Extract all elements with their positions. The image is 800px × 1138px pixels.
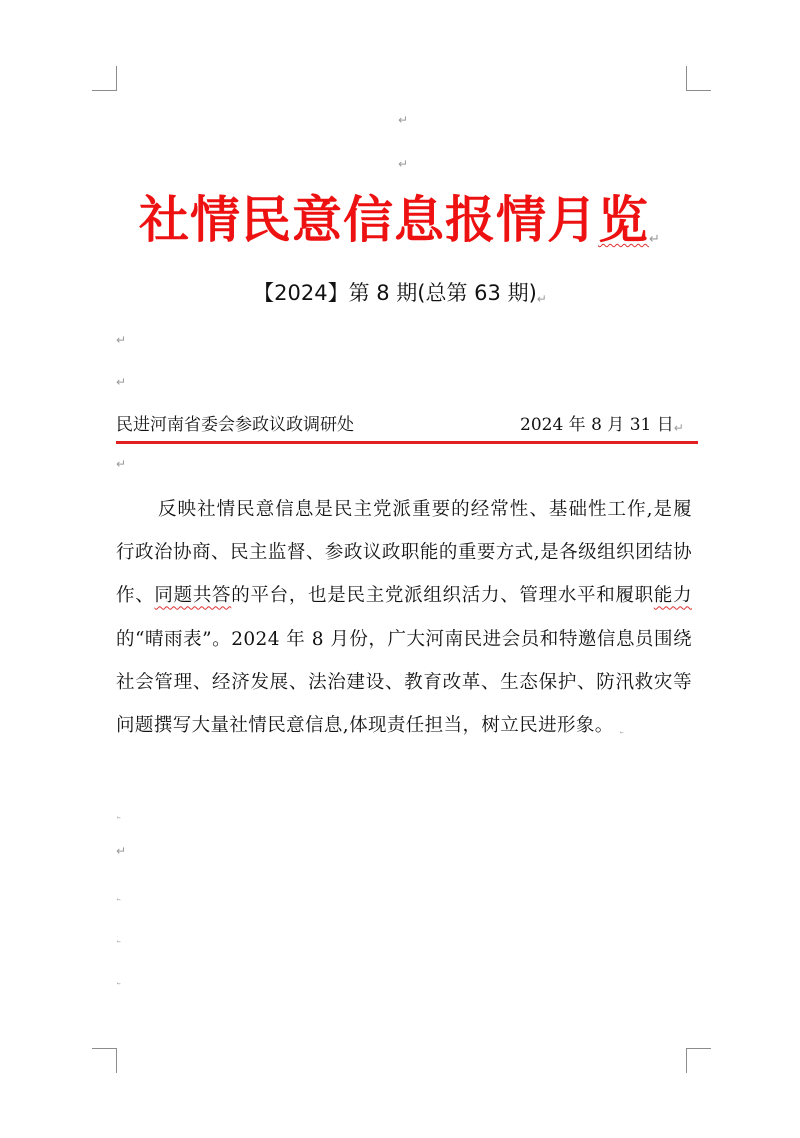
small-paragraph-mark-icon: ˾ xyxy=(117,809,121,819)
red-divider-line xyxy=(116,441,698,444)
crop-mark-bottom-right xyxy=(686,1048,711,1073)
issuer-line[interactable] xyxy=(116,410,698,440)
paragraph-mark-icon: ↵ xyxy=(398,157,409,171)
paragraph-mark-icon: ↵ xyxy=(536,292,547,306)
paragraph-mark-icon: ↵ xyxy=(116,333,127,347)
paragraph-mark-icon: ↵ xyxy=(116,844,127,858)
spellcheck-underline-text: 能力 xyxy=(653,585,692,607)
body-text-part: 的“晴雨表”。2024 年 8 月份，广大河南民进会员和特邀信息员围绕社会管理、经济发展、法治建设、教育改革、生态保护、防汛救灾等问题撰写大量社情民意信息,体现责任担当，树立民进形象。 xyxy=(116,628,692,737)
paragraph-mark-icon: ↵ xyxy=(116,457,127,471)
body-paragraph[interactable] xyxy=(116,488,692,751)
spellcheck-underline-text: 同题共答 xyxy=(154,585,232,607)
document-title[interactable] xyxy=(0,188,800,272)
crop-mark-top-left xyxy=(92,66,117,91)
body-text-part: 的平台，也是民主党派组织活力、管理水平和履职 xyxy=(231,585,654,607)
title-main: 社情民意信息报情月 xyxy=(139,190,599,249)
issue-number-text: 【2024】第 8 期(总第 63 期) xyxy=(253,281,537,305)
small-paragraph-mark-icon: ˾ xyxy=(117,975,121,985)
body-text-part: 反映社情民意信息是民主党派重要的经常性、基础性工作,是履行政治协商、民主监督、参政议政职能的重要方式,是各级组织团结协作、 xyxy=(116,499,692,607)
paragraph-mark-icon: ↵ xyxy=(673,421,684,435)
issue-date: 2024 年 8 月 31 日 xyxy=(520,415,674,435)
crop-mark-bottom-left xyxy=(92,1048,117,1073)
title-spellcheck-char: 览 xyxy=(598,190,650,249)
issue-number[interactable] xyxy=(0,278,800,314)
issuing-organization: 民进河南省委会参政议政调研处 xyxy=(116,415,354,435)
issue-date-wrap xyxy=(520,410,684,443)
paragraph-mark-icon: ↵ xyxy=(116,375,127,389)
small-paragraph-mark-icon: ˾ xyxy=(619,724,624,735)
paragraph-mark-icon: ↵ xyxy=(649,232,661,247)
paragraph-mark-icon: ↵ xyxy=(398,113,409,127)
small-paragraph-mark-icon: ˾ xyxy=(117,891,121,901)
small-paragraph-mark-icon: ˾ xyxy=(117,933,121,943)
crop-mark-top-right xyxy=(686,66,711,91)
